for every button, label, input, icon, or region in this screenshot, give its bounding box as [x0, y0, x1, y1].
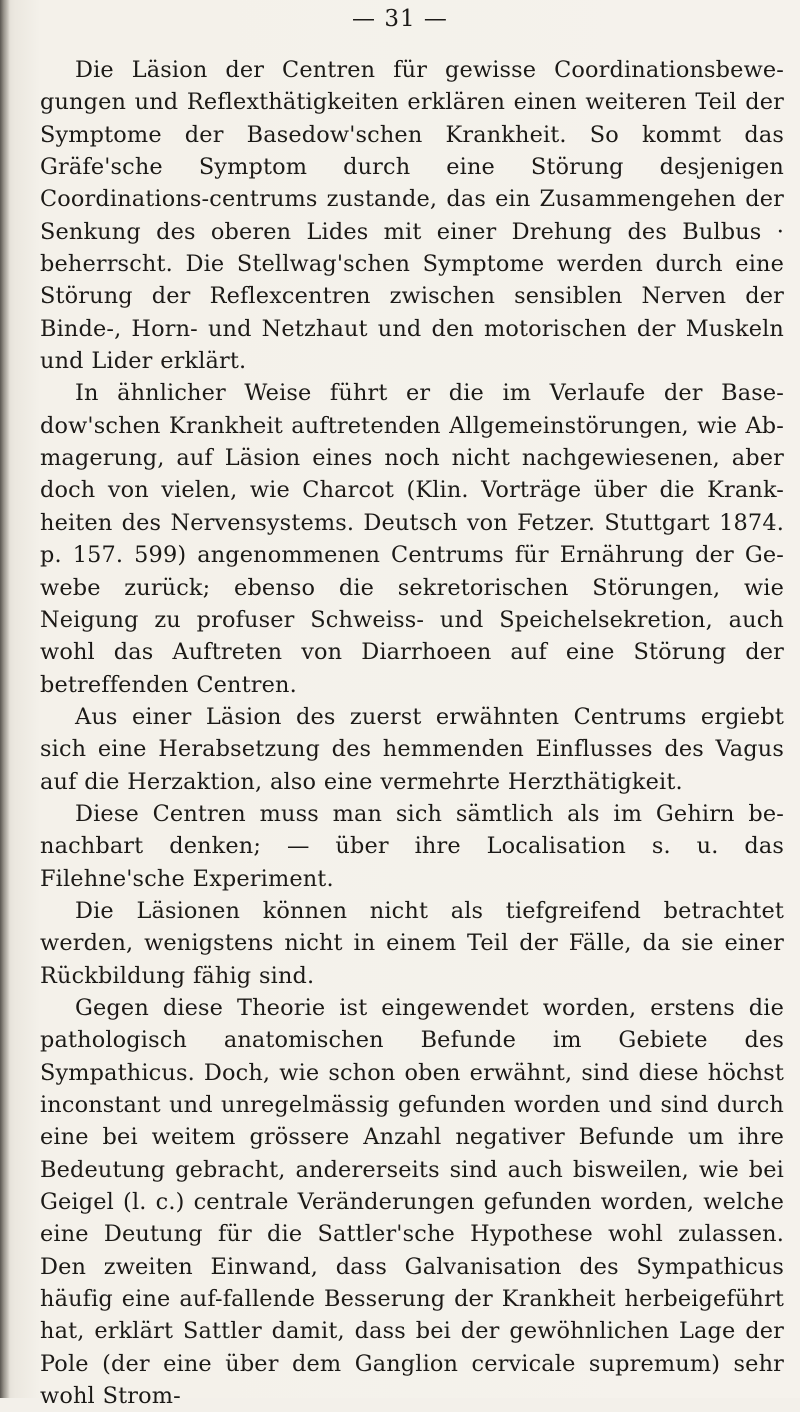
paragraph-lesions-reversible: Die Läsionen können nicht als tiefgreifend betrachtet werden, wenigstens nicht in einem Teil der Fälle, da sie einer Rückbildung fähig sind.	[40, 897, 784, 989]
paragraph-vagus-inhibition: Aus einer Läsion des zuerst erwähnten Centrums ergiebt sich eine Herabsetzung des hemmenden Einflusses des Vagus auf die Herzaktion, also eine vermehrte Herzthätigkeit.	[40, 703, 784, 795]
page-body-text	[40, 54, 784, 1412]
paragraph-centres-localisation: Diese Centren muss man sich sämtlich als im Gehirn be-nachbart denken; — über ihre Localisation s. u. das Filehne'sche Experiment.	[40, 800, 784, 892]
paragraph-lesion-coordination: Die Läsion der Centren für gewisse Coordinationsbewe-gungen und Reflexthätigkeiten erklären einen weiteren Teil der Symptome der Basedow'schen Krankheit. So kommt das Gräfe'sche Symptom durch eine Störung desjenigen Coordinations-centrums zustande, das ein Zusammengehen der Senkung des oberen Lides mit einer Drehung des Bulbus · beherrscht. Die Stellwag'schen Symptome werden durch eine Störung der Reflexcentren zwischen sensiblen Nerven der Binde-, Horn- und Netzhaut und den motorischen der Muskeln und Lider erklärt.	[40, 57, 784, 375]
paragraph-general-disorders: In ähnlicher Weise führt er die im Verlaufe der Base-dow'schen Krankheit auftretenden Allgemeinstörungen, wie Ab-magerung, auf Läsion eines noch nicht nachgewiesenen, aber doch von vielen, wie Charcot (Klin. Vorträge über die Krank-heiten des Nervensystems. Deutsch von Fetzer. Stuttgart 1874. p. 157. 599) angenommenen Centrums für Ernährung der Ge-webe zurück; ebenso die sekretorischen Störungen, wie Neigung zu profuser Schweiss- und Speichelsekretion, auch wohl das Auftreten von Diarrhoeen auf eine Störung der betreffenden Centren.	[40, 380, 784, 698]
page-number: — 31 —	[352, 6, 448, 32]
book-spine-shadow	[0, 0, 10, 1398]
paragraph-objections-theory: Gegen diese Theorie ist eingewendet worden, erstens die pathologisch anatomischen Befunde im Gebiete des Sympathicus. Doch, wie schon oben erwähnt, sind diese höchst inconstant und unregelmässig gefunden worden und sind durch eine bei weitem grössere Anzahl negativer Befunde um ihre Bedeutung gebracht, andererseits sind auch bisweilen, wie bei Geigel (l. c.) centrale Veränderungen gefunden worden, welche eine Deutung für die Sattler'sche Hypothese wohl zulassen. Den zweiten Einwand, dass Galvanisation des Sympathicus häufig eine auf-fallende Besserung der Krankheit herbeigeführt hat, erklärt Sattler damit, dass bei der gewöhnlichen Lage der Pole (der eine über dem Ganglion cervicale supremum) sehr wohl Strom-	[40, 994, 784, 1410]
